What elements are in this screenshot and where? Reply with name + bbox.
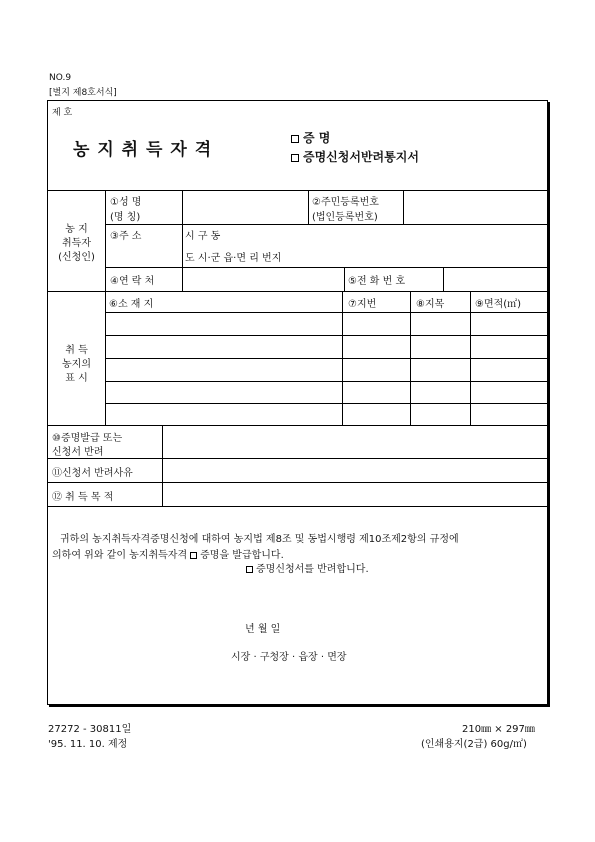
issue-or-return-label-2: 신청서 반려 [52, 447, 104, 458]
form-code: 27272 - 30811일 [48, 724, 132, 735]
contact-field[interactable] [183, 268, 343, 290]
acquisition-purpose-label: ⑫ 취 득 목 적 [52, 492, 114, 503]
checkbox-icon[interactable] [291, 135, 299, 143]
enactment-date: '95. 11. 10. 제정 [48, 739, 128, 750]
issue-or-return-label-1: ⑩증명발급 또는 [52, 433, 123, 444]
notice-text-line-1: 귀하의 농지취득자격증명신청에 대하여 농지법 제8조 및 동법시행령 제10조제2항의 규정에 [60, 534, 459, 545]
notice-text-line-3 [243, 560, 369, 575]
phone-field[interactable] [444, 268, 546, 290]
lot-number-column-header: ⑦지번 [348, 299, 377, 310]
name-sub-label: (명 칭) [110, 212, 141, 223]
notice-text-line-3-label: 증명신청서를 반려합니다. [256, 564, 369, 575]
land-section-label-3: 표 시 [65, 373, 88, 384]
application-form [47, 100, 548, 705]
land-category-column-header: ⑧지목 [416, 299, 445, 310]
phone-label: ⑤전 화 번 호 [348, 276, 406, 287]
option-return-notice[interactable] [291, 148, 419, 165]
applicant-section-label-1: 농 지 [65, 224, 88, 235]
document-number-label: 제 호 [52, 108, 73, 118]
form-number: NO.9 [49, 73, 72, 83]
applicant-section-label-2: 취득자 [62, 238, 91, 249]
checkbox-icon[interactable] [246, 566, 253, 573]
applicant-section-label-3: (신청인) [58, 252, 95, 263]
land-section-label-1: 취 득 [65, 345, 88, 356]
name-field[interactable] [183, 191, 307, 223]
date-line: 년 월 일 [245, 624, 281, 635]
contact-label: ④연 락 처 [110, 276, 155, 287]
address-label: ③주 소 [110, 231, 142, 242]
paper-size: 210㎜ × 297㎜ [462, 724, 535, 735]
form-title: 농 지 취 득 자 격 [73, 140, 213, 160]
address-line-2: 도 시·군 읍·면 리 번지 [185, 253, 282, 264]
name-label: ①성 명 [110, 197, 142, 208]
corporate-id-label: (법인등록번호) [312, 212, 378, 223]
land-section-label-2: 농지의 [62, 359, 91, 370]
option-return-notice-label: 증명신청서반려통지서 [303, 150, 419, 164]
option-certificate[interactable] [291, 129, 330, 146]
paper-spec: (인쇄용지(2급) 60g/㎡) [421, 739, 527, 750]
form-type: [별지 제8호서식] [49, 88, 117, 98]
return-reason-label: ⑪신청서 반려사유 [52, 468, 133, 479]
area-column-header: ⑨면적(㎡) [475, 299, 522, 310]
option-certificate-label: 증 명 [303, 131, 331, 145]
signer-title: 시장 · 구청장 · 읍장 · 면장 [231, 652, 347, 663]
resident-id-field[interactable] [404, 191, 546, 223]
issue-or-return-field[interactable] [163, 426, 546, 457]
return-reason-field[interactable] [163, 459, 546, 481]
resident-id-label: ②주민등록번호 [312, 197, 379, 208]
checkbox-icon[interactable] [190, 552, 197, 559]
address-line-1: 시 구 동 [185, 231, 221, 242]
location-column-header: ⑥소 재 지 [109, 299, 154, 310]
acquisition-purpose-field[interactable] [163, 483, 546, 505]
notice-text-line-2a: 의하여 위와 같이 농지취득자격 [52, 550, 188, 561]
checkbox-icon[interactable] [291, 154, 299, 162]
notice-text-line-2b: 증명을 발급합니다. [200, 550, 284, 561]
notice-text-line-2 [52, 546, 284, 561]
